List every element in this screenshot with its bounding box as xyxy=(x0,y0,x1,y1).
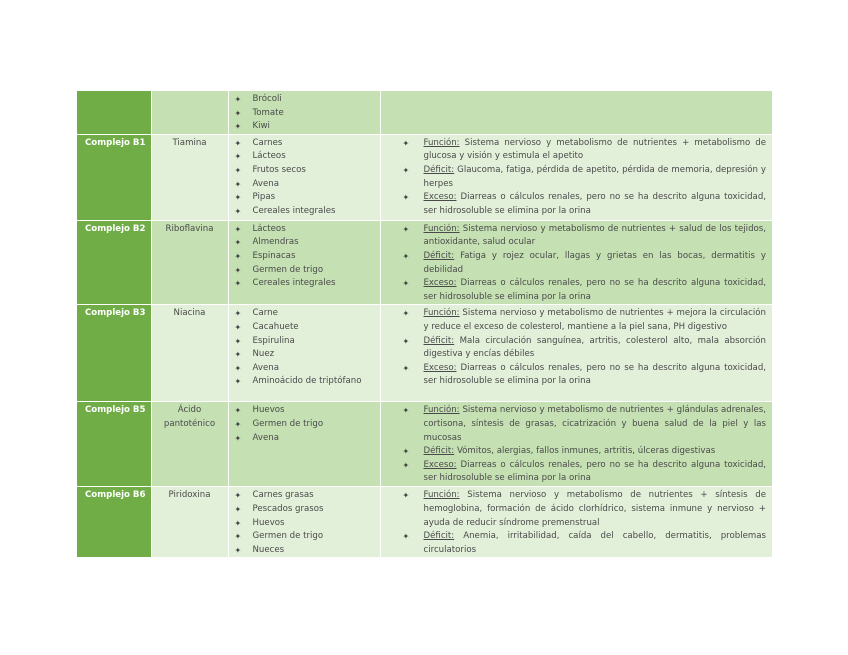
vitamin-name-cell: Complejo B3 xyxy=(77,305,151,402)
food-text: Espinacas xyxy=(252,250,296,261)
info-text: Sistema nervioso y metabolismo de nutrientes + metabolismo de glucosa y visión y estimula el apetito xyxy=(423,137,766,162)
food-item xyxy=(235,418,376,432)
info-item xyxy=(403,445,767,459)
info-label: Déficit: xyxy=(423,250,455,261)
food-item xyxy=(235,93,376,107)
food-item xyxy=(235,404,376,418)
info-item xyxy=(403,191,767,218)
food-text: Almendras xyxy=(252,237,299,248)
info-list xyxy=(403,223,767,305)
food-item xyxy=(235,107,376,121)
foods-cell xyxy=(228,402,380,487)
info-label: Exceso: xyxy=(423,362,457,373)
bullet-icon: ✦ xyxy=(402,224,410,234)
info-text: Diarreas o cálculos renales, pero no se ha descrito alguna toxicidad, ser hidrosoluble se elimina por la orina xyxy=(423,192,767,216)
food-text: Lácteos xyxy=(252,223,286,234)
food-item xyxy=(235,503,376,517)
bullet-icon: ✦ xyxy=(234,419,242,429)
food-text: Tomate xyxy=(252,107,284,118)
bullet-icon: ✦ xyxy=(234,95,242,104)
food-text: Avena xyxy=(252,362,279,373)
info-label: Función: xyxy=(423,137,460,148)
vitamin-name-cell: Complejo B2 xyxy=(77,220,151,305)
food-item xyxy=(235,191,376,205)
food-text: Lácteos xyxy=(252,151,286,162)
info-label: Déficit: xyxy=(423,446,455,457)
food-item xyxy=(235,489,376,503)
bullet-icon: ✦ xyxy=(234,491,242,501)
info-text: Diarreas o cálculos renales, pero no se ha descrito alguna toxicidad, ser hidrosoluble se elimina por la orina xyxy=(423,459,767,484)
food-text: Aminoácido de triptófano xyxy=(252,376,362,387)
foods-list xyxy=(235,307,376,389)
bullet-icon: ✦ xyxy=(234,322,242,332)
info-cell xyxy=(380,305,772,402)
bullet-icon: ✦ xyxy=(234,224,242,234)
bullet-icon: ✦ xyxy=(402,532,410,542)
bullet-icon: ✦ xyxy=(234,433,242,443)
bullet-icon: ✦ xyxy=(234,518,242,528)
bullet-icon: ✦ xyxy=(234,377,242,387)
bullet-icon: ✦ xyxy=(234,179,242,189)
bullet-icon: ✦ xyxy=(234,309,242,319)
food-item xyxy=(235,321,376,335)
table-row xyxy=(77,91,772,134)
bullet-icon: ✦ xyxy=(402,193,410,203)
food-text: Germen de trigo xyxy=(252,418,324,429)
info-item xyxy=(403,250,767,277)
info-text: Anemia, irritabilidad, caída del cabello, dermatitis, problemas circulatorios xyxy=(423,531,766,555)
food-item xyxy=(235,335,376,349)
bullet-icon: ✦ xyxy=(234,532,242,542)
food-text: Carnes xyxy=(252,137,283,148)
food-text: Pipas xyxy=(252,192,276,203)
table-row xyxy=(77,220,772,305)
info-text: Diarreas o cálculos renales, pero no se ha descrito alguna toxicidad, ser hidrosoluble se elimina por la orina xyxy=(423,362,767,387)
info-item xyxy=(403,362,767,389)
info-text: Vómitos, alergias, fallos inmunes, artritis, úlceras digestivas xyxy=(456,446,716,457)
info-item xyxy=(403,223,767,250)
info-label: Exceso: xyxy=(423,192,457,203)
bullet-icon: ✦ xyxy=(402,138,410,148)
info-label: Exceso: xyxy=(423,459,457,470)
info-list xyxy=(403,137,767,219)
food-text: Germen de trigo xyxy=(252,531,324,542)
info-item xyxy=(403,459,767,486)
info-item xyxy=(403,307,767,334)
info-label: Función: xyxy=(423,490,460,501)
food-text: Carne xyxy=(252,308,278,319)
info-label: Función: xyxy=(423,308,460,319)
food-text: Pescados grasos xyxy=(252,503,324,514)
food-text: Cereales integrales xyxy=(252,205,336,216)
food-item xyxy=(235,530,376,544)
bullet-icon: ✦ xyxy=(234,138,242,148)
bullet-icon: ✦ xyxy=(234,122,242,132)
foods-list xyxy=(235,137,376,219)
food-text: Cacahuete xyxy=(252,321,299,332)
info-list xyxy=(403,307,767,389)
bullet-icon: ✦ xyxy=(402,309,410,319)
bullet-icon: ✦ xyxy=(234,363,242,373)
food-text: Frutos secos xyxy=(252,164,306,175)
info-item xyxy=(403,489,767,530)
food-item xyxy=(235,205,376,219)
bullet-icon: ✦ xyxy=(234,206,242,216)
food-text: Huevos xyxy=(252,517,285,528)
food-item xyxy=(235,250,376,264)
bullet-icon: ✦ xyxy=(234,108,242,118)
vitamin-table xyxy=(77,91,772,558)
info-cell xyxy=(380,402,772,487)
bullet-icon: ✦ xyxy=(402,279,410,289)
food-item xyxy=(235,120,376,134)
info-item xyxy=(403,404,767,445)
food-text: Avena xyxy=(252,432,279,443)
info-text: Sistema nervioso y metabolismo de nutrientes + salud de los tejidos, antioxidante, salud ocular xyxy=(423,223,766,248)
bullet-icon: ✦ xyxy=(402,251,410,261)
food-item xyxy=(235,307,376,321)
info-label: Función: xyxy=(423,405,460,416)
foods-list xyxy=(235,404,376,445)
table-row xyxy=(77,134,772,220)
compound-cell: Riboflavina xyxy=(151,220,228,305)
info-label: Déficit: xyxy=(423,335,455,346)
info-item xyxy=(403,137,767,164)
compound-cell xyxy=(151,91,228,134)
info-text: Fatiga y rojez ocular, llagas y grietas en las bocas, dermatitis y debilidad xyxy=(423,250,767,275)
info-label: Exceso: xyxy=(423,278,457,289)
compound-cell: Ácido pantoténico xyxy=(151,402,228,487)
food-item xyxy=(235,277,376,291)
bullet-icon: ✦ xyxy=(234,193,242,203)
foods-cell xyxy=(228,134,380,220)
bullet-icon: ✦ xyxy=(402,460,410,470)
bullet-icon: ✦ xyxy=(234,279,242,289)
bullet-icon: ✦ xyxy=(234,152,242,162)
info-item xyxy=(403,164,767,191)
info-text: Sistema nervioso y metabolismo de nutrientes + mejora la circulación y reduce el exceso de colesterol, mantiene a la piel sana, PH digestivo xyxy=(423,308,766,332)
food-item xyxy=(235,137,376,151)
vitamin-name-cell: Complejo B1 xyxy=(77,134,151,220)
compound-cell: Niacina xyxy=(151,305,228,402)
foods-list xyxy=(235,489,376,557)
info-cell xyxy=(380,487,772,558)
info-text: Mala circulación sanguínea, artritis, colesterol alto, mala absorción digestiva y encías débiles xyxy=(423,335,767,360)
foods-list xyxy=(235,93,376,134)
food-text: Carnes grasas xyxy=(252,490,314,501)
food-text: Cereales integrales xyxy=(252,278,336,289)
food-item xyxy=(235,544,376,558)
bullet-icon: ✦ xyxy=(234,504,242,514)
info-cell xyxy=(380,134,772,220)
food-item xyxy=(235,375,376,389)
food-item xyxy=(235,223,376,237)
bullet-icon: ✦ xyxy=(234,406,242,416)
food-text: Germen de trigo xyxy=(252,264,324,275)
bullet-icon: ✦ xyxy=(402,447,410,457)
bullet-icon: ✦ xyxy=(234,238,242,248)
bullet-icon: ✦ xyxy=(234,165,242,175)
bullet-icon: ✦ xyxy=(402,491,410,501)
food-item xyxy=(235,150,376,164)
food-text: Huevos xyxy=(252,405,285,416)
table-row xyxy=(77,487,772,558)
compound-cell: Piridoxina xyxy=(151,487,228,558)
food-item xyxy=(235,348,376,362)
info-text: Diarreas o cálculos renales, pero no se ha descrito alguna toxicidad, ser hidrosoluble se elimina por la orina xyxy=(423,278,767,302)
food-item xyxy=(235,236,376,250)
info-list xyxy=(403,404,767,486)
food-text: Brócoli xyxy=(252,94,282,104)
food-item xyxy=(235,517,376,531)
info-text: Sistema nervioso y metabolismo de nutrientes + síntesis de hemoglobina, formación de ácido clorhídrico, sistema inmune y nervioso + ayuda de reducir síndrome premenstrual xyxy=(423,490,766,528)
bullet-icon: ✦ xyxy=(402,363,410,373)
food-item xyxy=(235,178,376,192)
info-item xyxy=(403,335,767,362)
bullet-icon: ✦ xyxy=(402,165,410,175)
info-list xyxy=(403,489,767,557)
bullet-icon: ✦ xyxy=(402,406,410,416)
food-text: Kiwi xyxy=(252,121,270,132)
food-text: Nueces xyxy=(252,544,285,555)
foods-cell xyxy=(228,91,380,134)
foods-cell xyxy=(228,305,380,402)
bullet-icon: ✦ xyxy=(234,265,242,275)
food-item xyxy=(235,264,376,278)
info-cell xyxy=(380,91,772,134)
compound-cell: Tiamina xyxy=(151,134,228,220)
info-label: Déficit: xyxy=(423,164,455,175)
food-item xyxy=(235,362,376,376)
table-row xyxy=(77,305,772,402)
bullet-icon: ✦ xyxy=(234,336,242,346)
info-item xyxy=(403,277,767,304)
vitamin-name-cell xyxy=(77,91,151,134)
info-text: Glaucoma, fatiga, pérdida de apetito, pérdida de memoria, depresión y herpes xyxy=(423,164,766,189)
info-label: Déficit: xyxy=(423,531,455,542)
bullet-icon: ✦ xyxy=(234,545,242,555)
info-item xyxy=(403,530,767,557)
food-item xyxy=(235,164,376,178)
bullet-icon: ✦ xyxy=(402,336,410,346)
vitamin-name-cell: Complejo B6 xyxy=(77,487,151,558)
foods-list xyxy=(235,223,376,291)
bullet-icon: ✦ xyxy=(234,350,242,360)
food-text: Avena xyxy=(252,178,279,189)
bullet-icon: ✦ xyxy=(234,251,242,261)
food-text: Espirulina xyxy=(252,335,295,346)
foods-cell xyxy=(228,220,380,305)
food-text: Nuez xyxy=(252,349,275,360)
info-label: Función: xyxy=(423,223,460,234)
info-cell xyxy=(380,220,772,305)
food-item xyxy=(235,432,376,446)
foods-cell xyxy=(228,487,380,558)
vitamin-name-cell: Complejo B5 xyxy=(77,402,151,487)
table-row xyxy=(77,402,772,487)
info-text: Sistema nervioso y metabolismo de nutrientes + glándulas adrenales, cortisona, síntesis de grasas, cicatrización y buena salud de la piel y las mucosas xyxy=(423,405,766,443)
